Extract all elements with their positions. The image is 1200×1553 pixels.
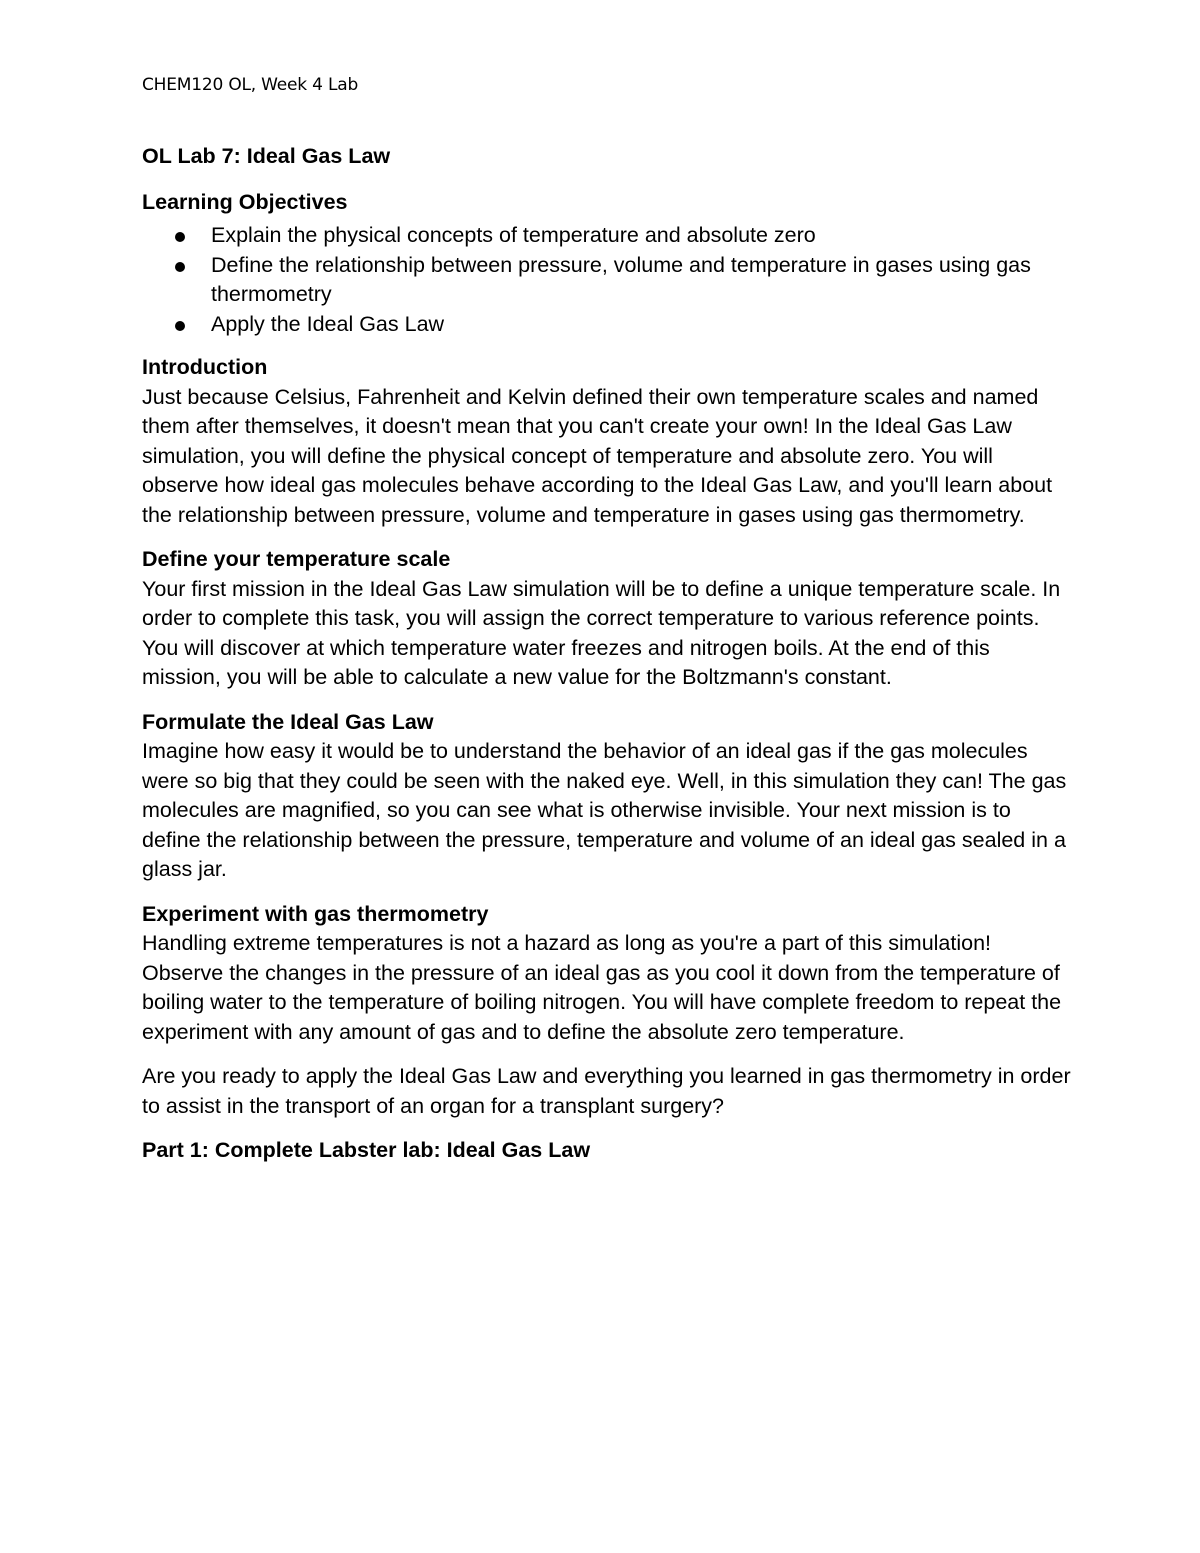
- closing-paragraph: Are you ready to apply the Ideal Gas Law and everything you learned in gas thermometry in order to assist in the transport of an organ for a transplant surgery?: [142, 1064, 1071, 1118]
- document-body: [142, 142, 1072, 1166]
- bullet-icon: [175, 321, 185, 331]
- section-body: Your first mission in the Ideal Gas Law simulation will be to define a unique temperature scale. In order to complete this task, you will assign the correct temperature to various reference points. You will discover at which temperature water freezes and nitrogen boils. At the end of this mission, you will be able to calculate a new value for the Boltzmann's constant.: [142, 576, 1061, 689]
- bullet-icon: [175, 262, 185, 272]
- objective-text: Apply the Ideal Gas Law: [211, 311, 445, 336]
- section-heading: Introduction: [142, 355, 268, 379]
- section-heading: Experiment with gas thermometry: [142, 901, 489, 926]
- section-introduction: [142, 353, 1072, 530]
- page-header: CHEM120 OL, Week 4 Lab: [142, 75, 359, 95]
- section-body: Imagine how easy it would be to understand the behavior of an ideal gas if the gas molecules were so big that they could be seen with the naked eye. Well, in this simulation they can! The gas molecules are magnified, so you can see what is otherwise invisible. Your next mission is to define the relationship between the pressure, temperature and volume of an ideal gas sealed in a glass jar.: [142, 739, 1067, 881]
- objective-item: [142, 221, 1072, 251]
- objective-item: [142, 251, 1072, 310]
- part-1-heading: Part 1: Complete Labster lab: Ideal Gas Law: [142, 1138, 591, 1162]
- section-ideal-gas-law: [142, 708, 1072, 885]
- section-heading: Formulate the Ideal Gas Law: [142, 709, 434, 734]
- objective-item: [142, 310, 1072, 340]
- section-gas-thermometry: [142, 900, 1072, 1048]
- objectives-heading: Learning Objectives: [142, 189, 348, 214]
- section-temperature-scale: [142, 545, 1072, 693]
- objective-text: Define the relationship between pressure, volume and temperature in gases using gas thermometry: [211, 252, 1031, 306]
- section-heading: Define your temperature scale: [142, 547, 451, 571]
- bullet-icon: [175, 232, 185, 242]
- section-body: Handling extreme temperatures is not a hazard as long as you're a part of this simulation! Observe the changes in the pressure of an ideal gas as you cool it down from the temperature of boiling water to the temperature of boiling nitrogen. You will have complete freedom to repeat the experiment with any amount of gas and to define the absolute zero temperature.: [142, 931, 1062, 1044]
- section-body: Just because Celsius, Fahrenheit and Kelvin defined their own temperature scales and named them after themselves, it doesn't mean that you can't create your own! In the Ideal Gas Law simulation, you will define the physical concept of temperature and absolute zero. You will observe how ideal gas molecules behave according to the Ideal Gas Law, and you'll learn about the relationship between pressure, volume and temperature in gases using gas thermometry.: [142, 384, 1053, 527]
- lab-title: OL Lab 7: Ideal Gas Law: [142, 144, 391, 168]
- objective-text: Explain the physical concepts of temperature and absolute zero: [211, 223, 816, 247]
- objectives-list: [142, 221, 1072, 339]
